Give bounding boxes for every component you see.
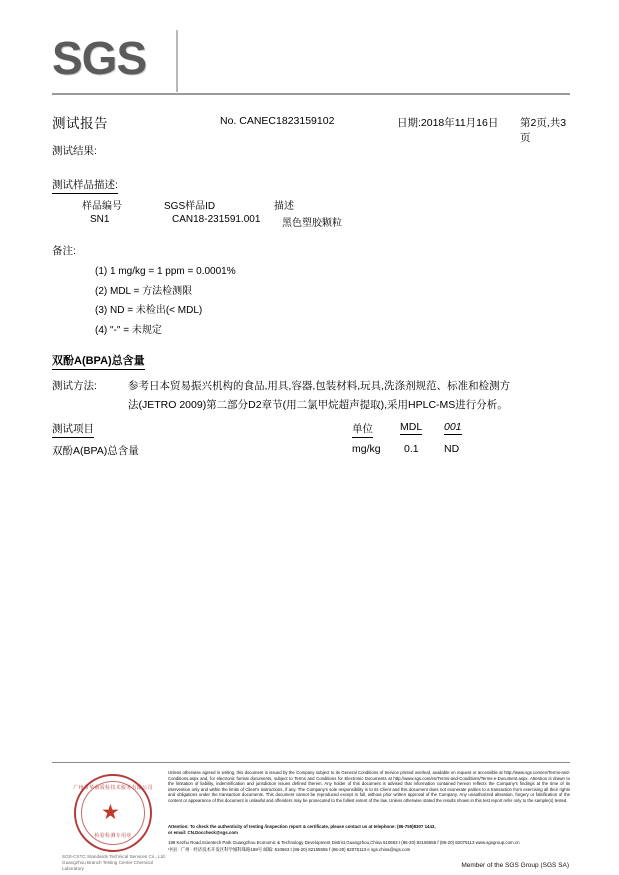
results-col-sample-001: 001 <box>444 421 462 433</box>
footer-address <box>168 840 570 853</box>
page-title: 测试报告 <box>52 116 108 131</box>
sample-no-value: SN1 <box>90 214 110 225</box>
list-item: (1) 1 mg/kg = 1 ppm = 0.0001% <box>95 266 236 277</box>
section-heading-bpa: 双酚A(BPA)总含量 <box>52 352 145 370</box>
footer-rule <box>52 762 570 763</box>
test-results-label: 测试结果: <box>52 145 97 157</box>
result-mdl: 0.1 <box>404 443 419 455</box>
header-row <box>52 112 570 144</box>
result-item-name: 双酚A(BPA)总含量 <box>52 445 139 457</box>
results-table <box>52 421 570 461</box>
result-unit: mg/kg <box>352 443 381 455</box>
notes-list <box>95 262 236 340</box>
report-date: 日期:2018年11月16日 <box>397 117 499 129</box>
results-col-item: 测试项目 <box>52 421 94 438</box>
logo-divider <box>176 30 178 92</box>
header-rule <box>52 93 570 95</box>
report-number: No. CANEC1823159102 <box>220 115 335 127</box>
sample-desc-value: 黑色塑胶颗粒 <box>282 218 342 229</box>
sample-col-id: SGS样品ID <box>164 201 216 212</box>
notes-label: 备注: <box>52 245 76 257</box>
sample-col-no: 样品编号 <box>82 201 122 212</box>
seal-caption <box>62 854 170 872</box>
footer-attention-line-2: or email: CN.Doccheck@sgs.com <box>168 830 238 835</box>
results-col-mdl: MDL <box>400 421 423 433</box>
seal-caption-line-1: SGS-CSTC Standards Technical Services Co., Ltd. <box>62 854 166 859</box>
sgs-logo <box>52 34 182 92</box>
seal-arc-bottom-text: 检验检测专用章 <box>94 833 132 839</box>
footer-disclaimer: Unless otherwise agreed in writing, this document is issued by the Company subject to its General Conditions of Service printed overleaf, available on request or accessible at http://www.sgs.com/en/Terms-and-Conditions.aspx and, for electronic format documents, subject to Terms and Conditions for Electronic Documents at http://www.sgs.com/en/Terms-and-Conditions/Terms-e-Document.aspx. Attention is drawn to the limitation of liability, indemnification and jurisdiction issues defined therein. Any holder of this document is advised that information contained hereon reflects the Company's findings at the time of its intervention only and within the limits of Client's instructions, if any. The Company's sole responsibility is to its Client and this document does not exonerate parties to a transaction from exercising all their rights and obligations under the transaction documents. This document cannot be reproduced except in full, without prior written approval of the Company. Any unauthorized alteration, forgery or falsification of the content or appearance of this document is unlawful and offenders may be prosecuted to the fullest extent of the law. Unless otherwise stated the results shown in this test report refer only to the sample(s) tested. <box>168 770 570 803</box>
sample-table-header <box>82 197 482 214</box>
table-row <box>82 214 482 231</box>
sample-table <box>82 197 482 231</box>
star-icon: ★ <box>101 801 120 824</box>
sample-id-value: CAN18-231591.001 <box>172 214 261 225</box>
test-method-text <box>128 377 558 415</box>
sample-col-desc: 描述 <box>274 201 294 212</box>
seal-arc-top-text: 广州市华南质检技术服务有限公司 <box>73 785 153 791</box>
list-item: (4) "-" = 未规定 <box>95 324 162 336</box>
list-item: (2) MDL = 方法检测限 <box>95 285 193 297</box>
page-indicator: 第2页,共3页 <box>520 117 567 144</box>
seal-caption-line-2: Guangzhou Branch Testing Center Chemical Laboratory <box>62 860 153 871</box>
footer-attention <box>168 824 570 836</box>
company-seal-stamp <box>62 772 170 871</box>
test-method-label: 测试方法: <box>52 380 97 392</box>
footer-address-en: 198 Kezhu Road,Scientech Park Guangzhou Economic & Technology Development District,Guangzhou,China 510663 t (86-20) 82155555 f (86-20) 82075113 www.sgsgroup.com.cn <box>168 840 520 845</box>
list-item: (3) ND = 未检出(< MDL) <box>95 305 203 316</box>
sample-description-label: 测试样品描述: <box>52 177 118 194</box>
sgs-logo-text: SGS <box>52 32 147 84</box>
results-col-unit: 单位 <box>352 421 373 438</box>
results-table-header <box>52 421 570 439</box>
method-line-1: 参考日本贸易振兴机构的食品,用具,容器,包装材料,玩具,洗涤剂规范、标准和检测方 <box>128 380 511 392</box>
table-row <box>52 443 570 461</box>
method-line-2: 法(JETRO 2009)第二部分D2章节(用二氯甲烷超声提取),采用HPLC-MS进行分析。 <box>128 399 508 411</box>
result-value-001: ND <box>444 443 460 455</box>
footer-member-text: Member of the SGS Group (SGS SA) <box>461 862 569 869</box>
footer-address-cn: 中国 · 广州 · 经济技术开发区科学城科珠路198号 邮编: 510663 t (86-20) 82155555 f (86-20) 82075113 e sgs.china@sgs.com <box>168 846 411 852</box>
footer-attention-line-1: Attention: To check the authenticity of testing /inspection report & certificate, please contact us at telephone: (86-755)8307 1443, <box>168 824 436 829</box>
